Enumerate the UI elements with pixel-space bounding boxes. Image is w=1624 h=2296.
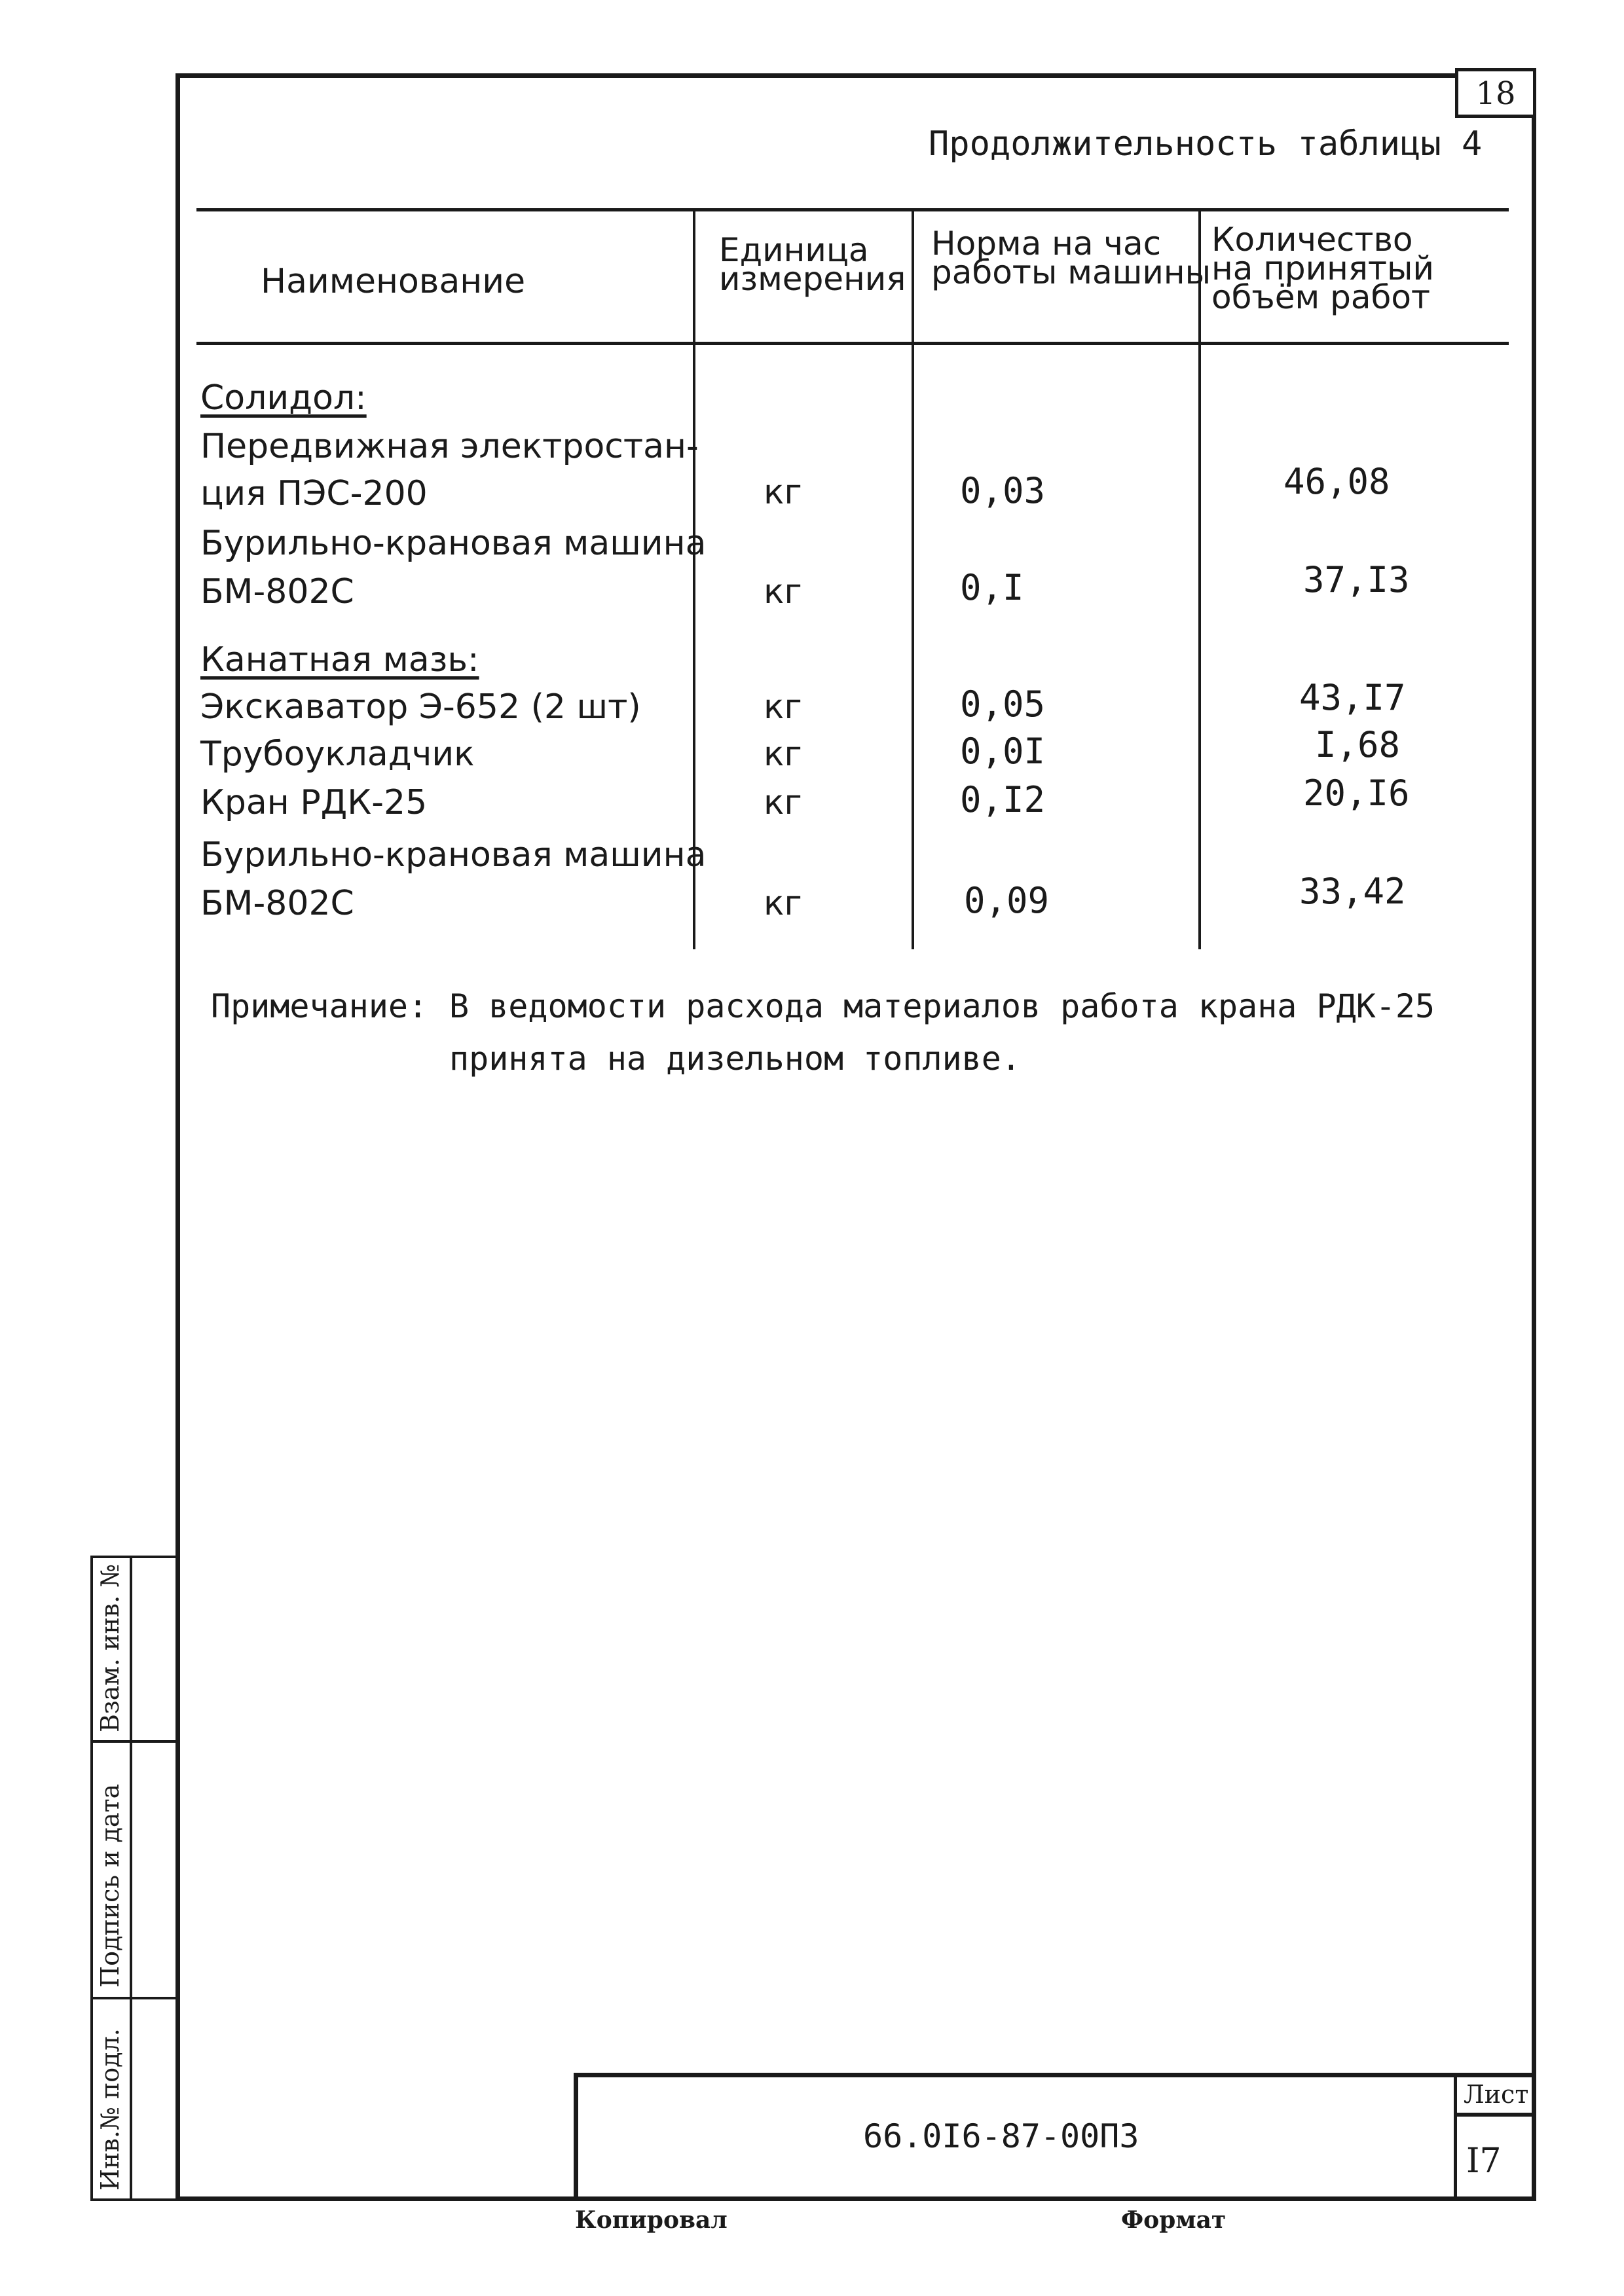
header-name: Наименование	[261, 262, 526, 301]
row-name-line1: Кран РДК-25	[200, 783, 428, 822]
sheet-value: I7	[1466, 2141, 1502, 2181]
row-qty: 43,I7	[1299, 677, 1406, 718]
row-norm: 0,03	[960, 470, 1046, 511]
row-name-line1: Трубоукладчик	[200, 735, 475, 774]
header-unit-line1: Единица	[719, 231, 869, 269]
note-line2: принята на дизельном топливе.	[449, 1040, 1021, 1078]
row-qty: I,68	[1315, 724, 1401, 765]
table-caption: Продолжительность таблицы 4	[929, 124, 1483, 164]
footer-copied-label: Копировал	[575, 2206, 728, 2234]
row-unit: кг	[764, 735, 802, 774]
document-code: 66.0I6-87-00ПЗ	[863, 2117, 1139, 2155]
col-divider-3	[1198, 208, 1201, 949]
row-qty: 33,42	[1299, 871, 1406, 912]
group-title-solidol: Солидол:	[200, 378, 367, 418]
row-name-line1: Бурильно-крановая машина	[200, 835, 707, 875]
row-norm: 0,I2	[960, 779, 1046, 820]
row-unit: кг	[764, 572, 802, 611]
sidebar-label-original-inv: Инв.№ подл.	[96, 2028, 124, 2191]
drawing-frame	[175, 73, 1536, 2201]
note-line1: В ведомости расхода материалов работа крана РДК-25	[449, 987, 1435, 1025]
sidebar-divider-2	[90, 1997, 178, 1999]
header-qty-line2: на принятый	[1211, 249, 1435, 287]
row-name-line1: Бурильно-крановая машина	[200, 524, 707, 563]
row-unit: кг	[764, 473, 802, 512]
col-divider-2	[912, 208, 914, 949]
row-norm: 0,I	[960, 567, 1024, 608]
footer-format-label: Формат	[1121, 2206, 1227, 2234]
sheet-number-box	[1455, 68, 1536, 118]
header-qty-line1: Количество	[1211, 221, 1413, 259]
header-norm-line2: работы машины	[931, 253, 1211, 291]
header-norm-line1: Норма на час	[931, 225, 1162, 263]
row-norm: 0,0I	[960, 731, 1046, 772]
group-title-rope-grease: Канатная мазь:	[200, 640, 479, 680]
table-header-rule	[196, 342, 1509, 345]
row-name-line1: Передвижная электростан-	[200, 427, 699, 466]
row-norm: 0,09	[964, 880, 1050, 921]
row-unit: кг	[764, 783, 802, 822]
header-qty-line3: объём работ	[1211, 278, 1431, 316]
row-qty: 20,I6	[1303, 773, 1410, 814]
row-qty: 37,I3	[1303, 559, 1410, 600]
sidebar-inner-rule	[130, 1556, 132, 2201]
row-qty: 46,08	[1283, 461, 1390, 502]
row-name-line1: Экскаватор Э-652 (2 шт)	[200, 687, 641, 727]
row-norm: 0,05	[960, 683, 1046, 725]
note-label: Примечание:	[211, 987, 428, 1025]
sidebar-divider-1	[90, 1740, 178, 1743]
sheet-value-cell	[1454, 2113, 1536, 2201]
table-top-rule	[196, 208, 1509, 211]
sheet-number-top: 18	[1475, 75, 1516, 112]
row-name-line2: ция ПЭС-200	[200, 474, 428, 513]
sheet-label: Лист	[1464, 2080, 1529, 2109]
row-name-line2: БМ-802С	[200, 572, 354, 611]
sidebar-label-replace-inv: Взам. инв. №	[96, 1563, 124, 1732]
row-name-line2: БМ-802С	[200, 884, 354, 923]
row-unit: кг	[764, 687, 802, 727]
header-unit-line2: измерения	[719, 260, 906, 298]
row-unit: кг	[764, 884, 802, 923]
sheet-label-cell	[1454, 2073, 1536, 2116]
sidebar-label-signature-date: Подпись и дата	[96, 1783, 124, 1988]
